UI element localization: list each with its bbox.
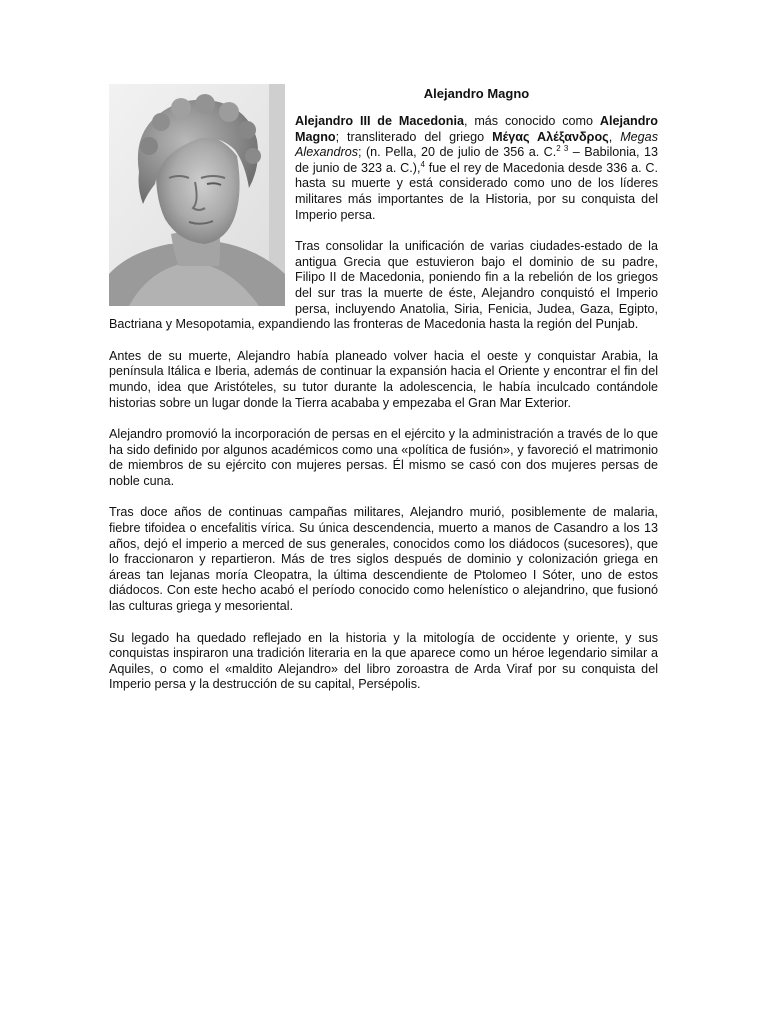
greek-name: Μέγας Αλέξανδρος xyxy=(492,129,609,144)
footnote-ref: 2 3 xyxy=(556,144,569,153)
body-paragraph: Alejandro promovió la incorporación de persas en el ejército y la administración a través de lo que ha sido definido por algunos académicos como una «política de fusión», y favoreció el matrimonio de miembros de su ejército con mujeres persas. Él mismo se casó con dos mujeres persas de noble cuna. xyxy=(109,427,658,488)
subject-name: Alejandro III de Macedonia xyxy=(295,114,464,128)
body-paragraph: Tras doce años de continuas campañas militares, Alejandro murió, posiblemente de malaria, fiebre tifoidea o encefalitis vírica. Su única descendencia, muerto a manos de Casandro a los 13 años, dejó el imperio a merced de sus generales, conocidos como los diádocos (sucesores), que lo fraccionaron y repartieron. Más de tres siglos después de dominio y colonización griega en áreas tan lejanas moría Cleopatra, la última descendiente de Ptolomeo I Sóter, uno de estos diádocos. Con este hecho acabó el período conocido como helenístico o alejandrino, que fusionó las culturas griega y mesoriental. xyxy=(109,505,658,614)
body-paragraph: Tras consolidar la unificación de varias ciudades-estado de la antigua Grecia que estuvieron bajo el dominio de su padre, Filipo II de Macedonia, poniendo fin a la rebelión de los griegos del sur tras la muerte de éste, Alejandro conquistó el Imperio persa, incluyendo Anatolia, Siria, Fenicia, Judea, Gaza, Egipto, Bactriana y Mesopotamia, expandiendo las fronteras de Macedonia hasta la región del Punjab. xyxy=(109,239,658,332)
alexander-bust-photo xyxy=(109,84,285,306)
body-paragraph: Su legado ha quedado reflejado en la historia y la mitología de occidente y oriente, y sus conquistas inspiraron una tradición literaria en la que aparece como un héroe legendario similar a Aquiles, o como el «maldito Alejandro» del libro zoroastra de Arda Viraf por su conquista del Imperio persa y la destrucción de su capital, Persépolis. xyxy=(109,630,658,692)
footnote-ref: 4 xyxy=(420,159,425,169)
page-title: Alejandro Magno xyxy=(423,86,530,101)
subject-alias: Alejandro Magno xyxy=(295,114,658,144)
intro-paragraph: Alejandro III de Macedonia, más conocido como Alejandro Magno; transliterado del griego Μέγας Αλέξανδρος, Megas Alexandros; (n. Pella, 20 de julio de 356 a. C.$^{2 3}$ – Babilonia, 13 de junio de 323 a. C.),$^4$ fue el rey de Macedonia desde 336 a. C. hasta su muerte y está considerado como uno de los líderes militares más importantes de la Historia, por su conquista del Imperio persa. xyxy=(295,114,659,222)
latin-name: Megas Alexandros xyxy=(295,129,658,160)
body-paragraph: Antes de su muerte, Alejandro había planeado volver hacia el oeste y conquistar Arabia, la península Itálica e Iberia, además de continuar la expansión hacia el Oriente y encontrar el fin del mundo, idea que Aristóteles, su tutor durante la adolescencia, le había inculcado contándole historias sobre un lugar donde la Tierra acababa y empezaba el Gran Mar Exterior. xyxy=(109,348,658,410)
document-page xyxy=(109,84,658,709)
